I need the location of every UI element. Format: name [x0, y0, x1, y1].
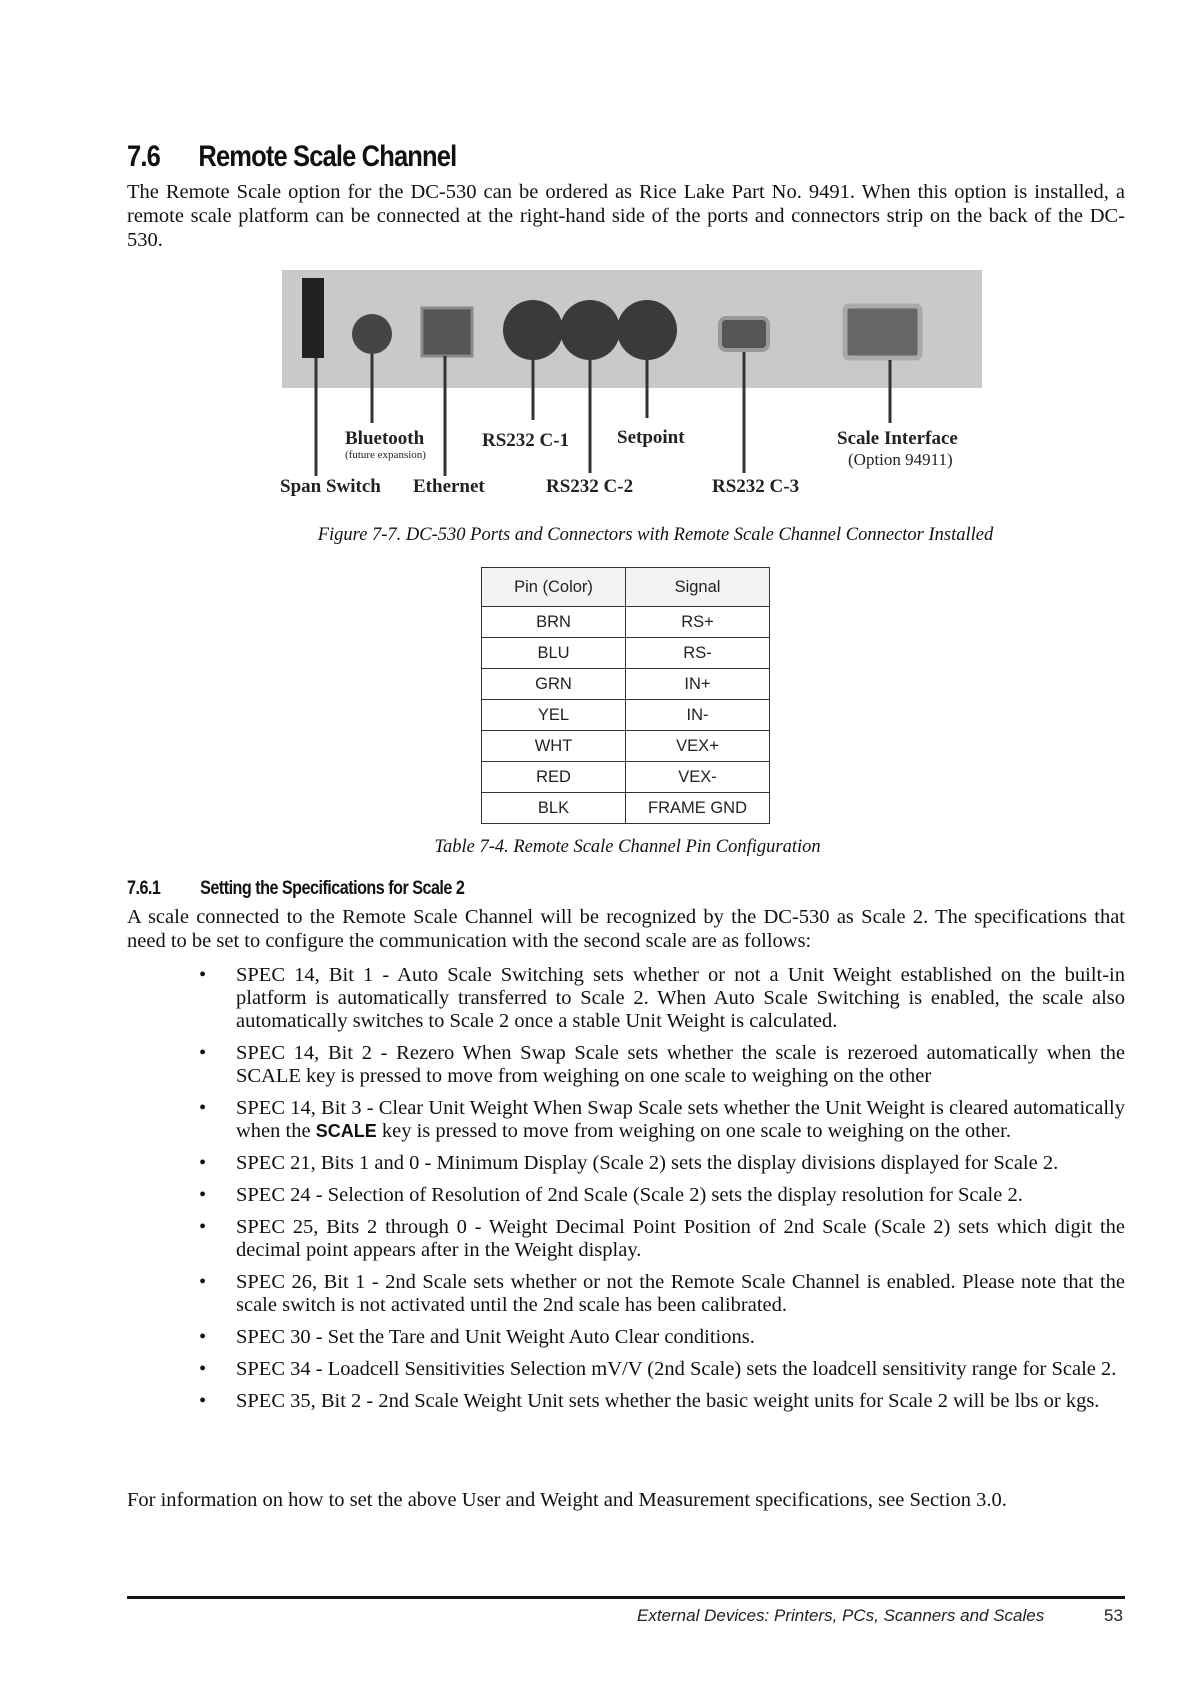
spec-text: SPEC 14, Bit 1 - Auto Scale Switching sets whether or not a Unit Weight established on the built-in platform is automatically transferred to Scale 2. When Auto Scale Switching is enabled, the scale also automatically switches to Scale 2 once a stable Unit Weight is calculated. [236, 964, 1125, 1032]
table-row [482, 669, 770, 700]
label-span-switch: Span Switch [280, 476, 381, 497]
bullet: • [199, 1184, 207, 1206]
page-number: 53 [1104, 1606, 1123, 1625]
bullet: • [199, 1358, 207, 1380]
header-signal: Signal [626, 568, 770, 607]
subsection-number: 7.6.1 [127, 878, 161, 899]
section-heading [127, 140, 456, 174]
label-ethernet: Ethernet [413, 476, 485, 497]
table-row [482, 762, 770, 793]
spec-list-item [127, 1326, 1125, 1349]
ports-figure [260, 268, 1000, 503]
table-row [482, 793, 770, 824]
key-name: SCALE [315, 1121, 377, 1141]
spec-text: SPEC 26, Bit 1 - 2nd Scale sets whether or not the Remote Scale Channel is enabled. Please note that the scale switch is not activated until the 2nd scale has been calibrated. [236, 1271, 1125, 1316]
spec-list-item [127, 1184, 1125, 1207]
bullet: • [199, 1152, 207, 1174]
signal-cell: RS- [626, 638, 770, 669]
bullet: • [199, 1042, 207, 1064]
signal-cell: FRAME GND [626, 793, 770, 824]
spec-text: key is pressed to move from weighing on one scale to weighing on the other. [376, 1120, 1011, 1142]
footer-text: External Devices: Printers, PCs, Scanners and Scales [637, 1606, 1045, 1625]
table-row [482, 607, 770, 638]
spec-list [127, 964, 1125, 1422]
label-bluetooth-sub: (future expansion) [345, 449, 426, 461]
subsection-intro: A scale connected to the Remote Scale Channel will be recognized by the DC-530 as Scale 2. The specifications that need to be set to configure the communication with the second scale are as follows: [127, 906, 1125, 952]
setpoint-port [617, 300, 677, 360]
label-rs232-c1: RS232 C-1 [482, 430, 570, 451]
spec-text: SPEC 14, Bit 2 - Rezero When Swap Scale sets whether the scale is rezeroed automatically when the SCALE key is pressed to move from weighing on one scale to weighing on the other [236, 1042, 1125, 1087]
bullet: • [199, 1216, 207, 1238]
signal-cell: VEX+ [626, 731, 770, 762]
ethernet-port [422, 308, 472, 356]
spec-text: SPEC 14, Bit 3 - Clear Unit Weight When Swap Scale sets whether the Unit Weight is cleared automatically when the [236, 1097, 1125, 1142]
footer-rule [127, 1596, 1125, 1599]
pin-color-cell: WHT [482, 731, 626, 762]
bullet: • [199, 1390, 207, 1412]
spec-list-item [127, 1097, 1125, 1143]
label-scale-interface: Scale Interface [837, 428, 958, 449]
spec-list-item [127, 1152, 1125, 1175]
spec-list-item [127, 1216, 1125, 1262]
pin-color-cell: YEL [482, 700, 626, 731]
bullet: • [199, 1271, 207, 1293]
spec-list-item [127, 1042, 1125, 1088]
spec-text: SPEC 34 - Loadcell Sensitivities Selection mV/V (2nd Scale) sets the loadcell sensitivity range for Scale 2. [236, 1358, 1117, 1380]
bullet: • [199, 1326, 207, 1348]
bullet: • [199, 964, 207, 986]
section-title: Remote Scale Channel [198, 140, 457, 173]
header-pin: Pin (Color) [482, 568, 626, 607]
label-bluetooth: Bluetooth [345, 428, 425, 449]
spec-list-item [127, 1390, 1125, 1413]
rs232-c1-port [503, 300, 563, 360]
spec-text: SPEC 21, Bits 1 and 0 - Minimum Display (Scale 2) sets the display divisions displayed for Scale 2. [236, 1152, 1059, 1174]
spec-text: SPEC 30 - Set the Tare and Unit Weight Auto Clear conditions. [236, 1326, 755, 1348]
section-number: 7.6 [127, 140, 160, 173]
span-switch [302, 278, 324, 358]
spec-list-item [127, 1358, 1125, 1381]
bluetooth-port [352, 314, 392, 354]
spec-text: SPEC 25, Bits 2 through 0 - Weight Decimal Point Position of 2nd Scale (Scale 2) sets which digit the decimal point appears after in the Weight display. [236, 1216, 1125, 1261]
spec-text: SPEC 24 - Selection of Resolution of 2nd Scale (Scale 2) sets the display resolution for Scale 2. [236, 1184, 1023, 1206]
spec-text: SPEC 35, Bit 2 - 2nd Scale Weight Unit sets whether the basic weight units for Scale 2 will be lbs or kgs. [236, 1390, 1100, 1412]
pin-color-cell: GRN [482, 669, 626, 700]
signal-cell: IN+ [626, 669, 770, 700]
label-rs232-c2: RS232 C-2 [546, 476, 634, 497]
intro-paragraph: The Remote Scale option for the DC-530 can be ordered as Rice Lake Part No. 9491. When this option is installed, a remote scale platform can be connected at the right-hand side of the ports and connectors strip on the back of the DC-530. [127, 181, 1125, 251]
scale-interface-port [845, 306, 920, 358]
closing-paragraph: For information on how to set the above User and Weight and Measurement specifications, see Section 3.0. [127, 1489, 1007, 1511]
label-rs232-c3: RS232 C-3 [712, 476, 800, 497]
subsection-title: Setting the Specifications for Scale 2 [200, 878, 465, 899]
pin-color-cell: BRN [482, 607, 626, 638]
pin-table [481, 567, 770, 824]
spec-list-item [127, 964, 1125, 1033]
table-row [482, 638, 770, 669]
pin-color-cell: BLK [482, 793, 626, 824]
table-caption: Table 7-4. Remote Scale Channel Pin Configuration [434, 837, 821, 857]
spec-list-item [127, 1271, 1125, 1317]
bullet: • [199, 1097, 207, 1119]
figure-caption: Figure 7-7. DC-530 Ports and Connectors with Remote Scale Channel Connector Installed [317, 525, 994, 545]
table-row [482, 700, 770, 731]
signal-cell: IN- [626, 700, 770, 731]
signal-cell: RS+ [626, 607, 770, 638]
signal-cell: VEX- [626, 762, 770, 793]
label-scale-interface-sub: (Option 94911) [848, 450, 953, 469]
rs232-c3-port [720, 318, 768, 350]
table-row [482, 731, 770, 762]
pin-color-cell: RED [482, 762, 626, 793]
rs232-c2-port [560, 300, 620, 360]
pin-color-cell: BLU [482, 638, 626, 669]
subsection-heading [127, 878, 464, 900]
label-setpoint: Setpoint [617, 427, 685, 448]
